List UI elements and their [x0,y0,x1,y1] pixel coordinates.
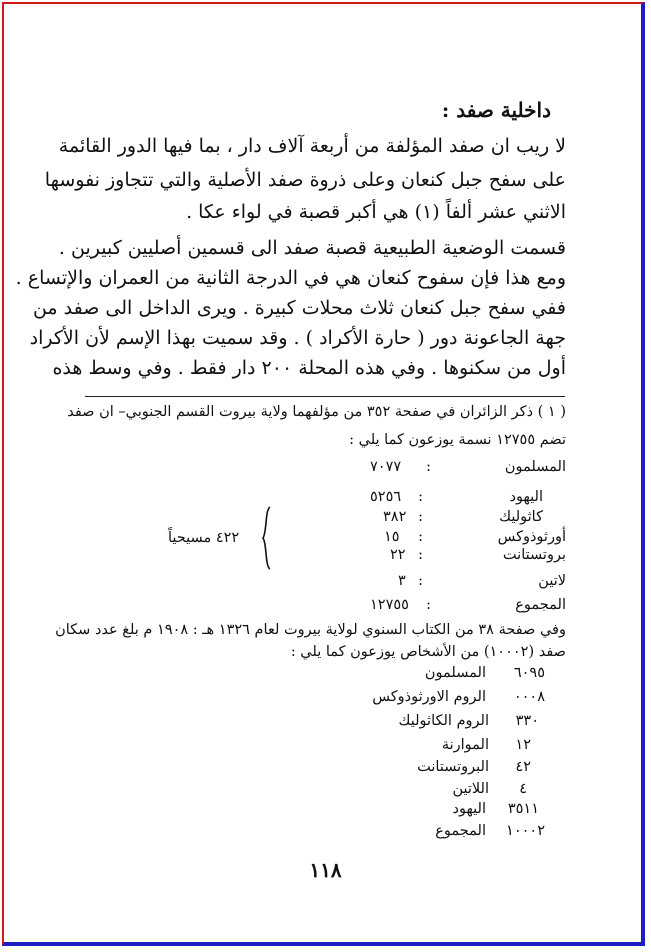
paragraph2-line-5: أول من سكنوها . وفي هذه المحلة ٢٠٠ دار فقط . وفي وسط هذه [52,357,566,379]
table1-colon: : [418,573,423,589]
table1-colon: : [418,489,423,505]
table2-label: المجموع [435,823,486,839]
table2-value: ٠٠٠٨ [513,689,545,705]
christians-total-note: ٤٢٢ مسيحياً [168,530,240,546]
footnote-line-3: وفي صفحة ٣٨ من الكتاب السنوي لولاية بيروت لعام ١٣٢٦ هـ : ١٩٠٨ م بلغ عدد سكان [55,622,566,638]
table1-label: أورثوذوكس [497,529,566,545]
table1-colon: : [418,509,423,525]
table1-colon: : [426,459,431,475]
table1-colon: : [418,529,423,545]
table2-value: ٣٥١١ [507,801,539,817]
paragraph2-line-2: ومع هذا فإن سفوح كنعان هي في الدرجة الثانية من العمران والإتساع . [15,267,566,289]
table2-label: الروم الكاثوليك [398,713,489,729]
table2-label: اللاتين [452,781,489,797]
curly-brace-icon [262,506,272,570]
page-number: ١١٨ [309,858,342,882]
table2-value: ١٠٠٠٢ [506,823,545,839]
table1-value: ١٢٧٥٥ [370,597,409,613]
table2-value: ٤ [519,781,527,797]
table1-label: المجموع [515,597,566,613]
table1-label: بروتستانت [502,547,566,563]
table2-value: ٦٠٩٥ [513,665,545,681]
footnote-separator [85,396,565,397]
table1-colon: : [426,597,431,613]
paragraph1-line-3: الاثني عشر ألفاً (١) هي أكبر قصبة في لواء عكا . [186,201,566,223]
table1-value: ٥٢٥٦ [370,489,402,505]
table2-label: البروتستانت [417,759,489,775]
footnote-line-1: ( ١ ) ذكر الزائران في صفحة ٣٥٢ من مؤلفهما ولاية بيروت القسم الجنوبي– ان صفد [67,404,566,420]
footnote-line-4: صفد (١٠٠٠٢) من الأشخاص يوزعون كما يلي : [290,644,566,660]
paragraph1-line-1: لا ريب ان صفد المؤلفة من أربعة آلاف دار ، بما فيها الدور القائمة [58,135,566,157]
footnote-line-2: تضم ١٢٧٥٥ نسمة يوزعون كما يلي : [349,432,566,448]
paragraph2-line-3: ففي سفح جبل كنعان ثلاث محلات كبيرة . ويرى الداخل الى صفد من [32,297,566,319]
table2-label: اليهود [452,801,486,817]
paragraph2-line-1: قسمت الوضعية الطبيعية قصبة صفد الى قسمين أصليين كبيرين . [58,237,566,259]
table2-value: ٤٢ [515,759,531,775]
table1-value: ٧٠٧٧ [370,459,402,475]
table1-value: ٢٢ [390,547,406,563]
paragraph2-line-4: جهة الجاعونة دور ( حارة الأكراد ) . وقد سميت بهذا الإسم لأن الأكراد [29,327,566,349]
table1-value: ١٥ [384,529,400,545]
section-heading: داخلية صفد : [441,98,551,122]
table1-colon: : [418,547,423,563]
table1-value: ٣٨٢ [383,509,407,525]
table2-label: المسلمون [424,665,486,681]
table1-value: ٣ [398,573,406,589]
table2-label: الموارنة [441,737,489,753]
table1-label: كاثوليك [499,509,543,525]
table1-label: المسلمون [504,459,566,475]
table2-label: الروم الاورثوذوكس [372,689,486,705]
table2-value: ٣٣٠ [515,713,539,729]
table1-label: لاتين [538,573,566,589]
table1-label: اليهود [509,489,543,505]
table2-value: ١٢ [515,737,531,753]
paragraph1-line-2: على سفح جبل كنعان وعلى ذروة صفد الأصلية والتي تتجاوز نفوسها [44,169,566,191]
